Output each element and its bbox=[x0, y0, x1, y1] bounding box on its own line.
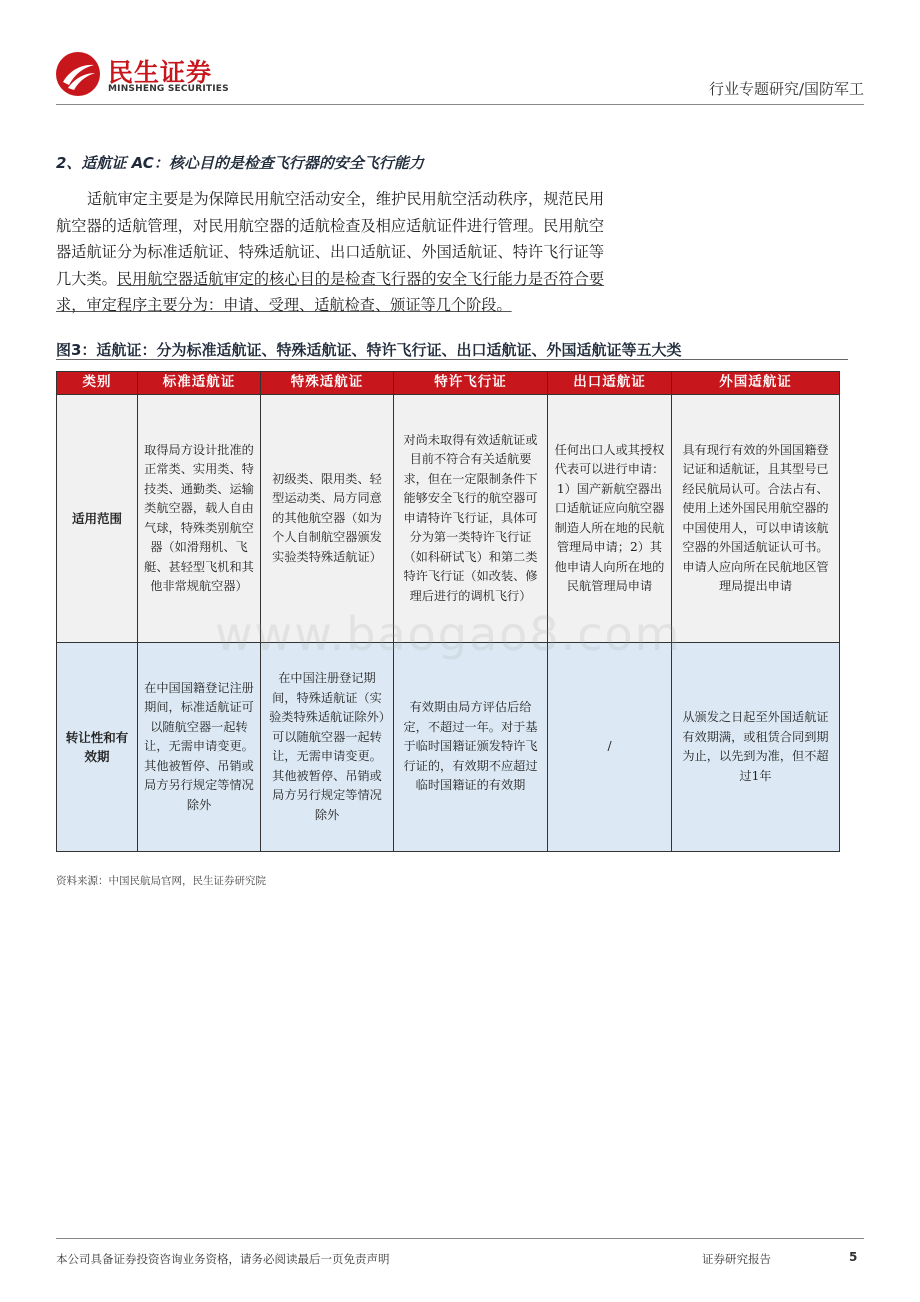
footer-report-type: 证券研究报告 bbox=[702, 1252, 771, 1266]
watermark: www.baogao8.com bbox=[215, 607, 682, 661]
table-cell: 取得局方设计批准的正常类、实用类、特技类、通勤类、运输类航空器，载人自由气球，特殊类别航空器（如滑翔机、飞艇、甚轻型飞机和其他非常规航空器） bbox=[138, 395, 261, 643]
table-header-cell: 特殊适航证 bbox=[261, 372, 394, 395]
figure-divider bbox=[56, 359, 848, 360]
table-header-cell: 外国适航证 bbox=[672, 372, 840, 395]
table-cell: 初级类、限用类、轻型运动类、局方同意的其他航空器（如为个人自制航空器颁发实验类特殊适航证） bbox=[261, 395, 394, 643]
logo-chinese-name: 民生证券 bbox=[108, 58, 213, 87]
table-header-row bbox=[57, 372, 840, 395]
table-cell: 在中国国籍登记注册期间，标准适航证可以随航空器一起转让，无需申请变更。其他被暂停、吊销或局方另行规定等情况除外 bbox=[138, 643, 261, 852]
page-number: 5 bbox=[849, 1250, 858, 1264]
table-header-cell: 类别 bbox=[57, 372, 138, 395]
company-logo bbox=[56, 52, 229, 98]
footer-divider bbox=[56, 1238, 864, 1239]
section-paragraph bbox=[56, 186, 604, 319]
table-cell: 有效期由局方评估后给定，不超过一年。对于基于临时国籍证颁发特许飞行证的，有效期不应超过临时国籍证的有效期 bbox=[394, 643, 548, 852]
row-label: 转让性和有效期 bbox=[57, 643, 138, 852]
table-header-cell: 特许飞行证 bbox=[394, 372, 548, 395]
table-cell: 从颁发之日起至外国适航证有效期满，或租赁合同到期为止，以先到为准，但不超过1年 bbox=[672, 643, 840, 852]
table-header-cell: 出口适航证 bbox=[548, 372, 672, 395]
table-cell: 任何出口人或其授权代表可以进行申请：1）国产新航空器出口适航证应向航空器制造人所在地的民航管理局申请；2）其他申请人向所在地的民航管理局申请 bbox=[548, 395, 672, 643]
table-cell: 对尚未取得有效适航证或目前不符合有关适航要求，但在一定限制条件下能够安全飞行的航空器可申请特许飞行证，具体可分为第一类特许飞行证（如科研试飞）和第二类特许飞行证（如改装、修理后进行的调机飞行） bbox=[394, 395, 548, 643]
figure-source: 资料来源：中国民航局官网，民生证券研究院 bbox=[56, 875, 266, 887]
table-cell: 具有现行有效的外国国籍登记证和适航证，且其型号已经民航局认可。合法占有、使用上述外国民用航空器的中国使用人，可以申请该航空器的外国适航证认可书。申请人应向所在民航地区管理局提出申请 bbox=[672, 395, 840, 643]
logo-english-name: MINSHENG SECURITIES bbox=[108, 84, 229, 94]
table-header-cell: 标准适航证 bbox=[138, 372, 261, 395]
paragraph-text: 适航审定主要是为保障民用航空活动安全，维护民用航空活动秩序，规范民用航空器的适航管理，对民用航空器的适航检查及相应适航证件进行管理。民用航空器适航证分为标准适航证、特殊适航证、出口适航证、外国适航证、特许飞行证等几大类。 bbox=[56, 190, 604, 288]
figure-title: 图3：适航证：分为标准适航证、特殊适航证、特许飞行证、出口适航证、外国适航证等五大类 bbox=[56, 341, 682, 359]
report-category: 行业专题研究/国防军工 bbox=[708, 80, 864, 98]
logo-mark-icon bbox=[56, 52, 100, 96]
table-row bbox=[57, 643, 840, 852]
table-row bbox=[57, 395, 840, 643]
footer-disclaimer: 本公司具备证券投资咨询业务资格，请务必阅读最后一页免责声明 bbox=[56, 1252, 390, 1266]
table-cell: 在中国注册登记期间，特殊适航证（实验类特殊适航证除外）可以随航空器一起转让，无需申请变更。其他被暂停、吊销或局方另行规定等情况除外 bbox=[261, 643, 394, 852]
section-heading: 2、适航证 AC：核心目的是检查飞行器的安全飞行能力 bbox=[56, 154, 424, 172]
table-cell: / bbox=[548, 643, 672, 852]
row-label: 适用范围 bbox=[57, 395, 138, 643]
header-divider bbox=[56, 104, 864, 105]
paragraph-underlined-text: 民用航空器适航审定的核心目的是检查飞行器的安全飞行能力是否符合要求，审定程序主要分为：申请、受理、适航检查、颁证等几个阶段。 bbox=[56, 269, 605, 314]
